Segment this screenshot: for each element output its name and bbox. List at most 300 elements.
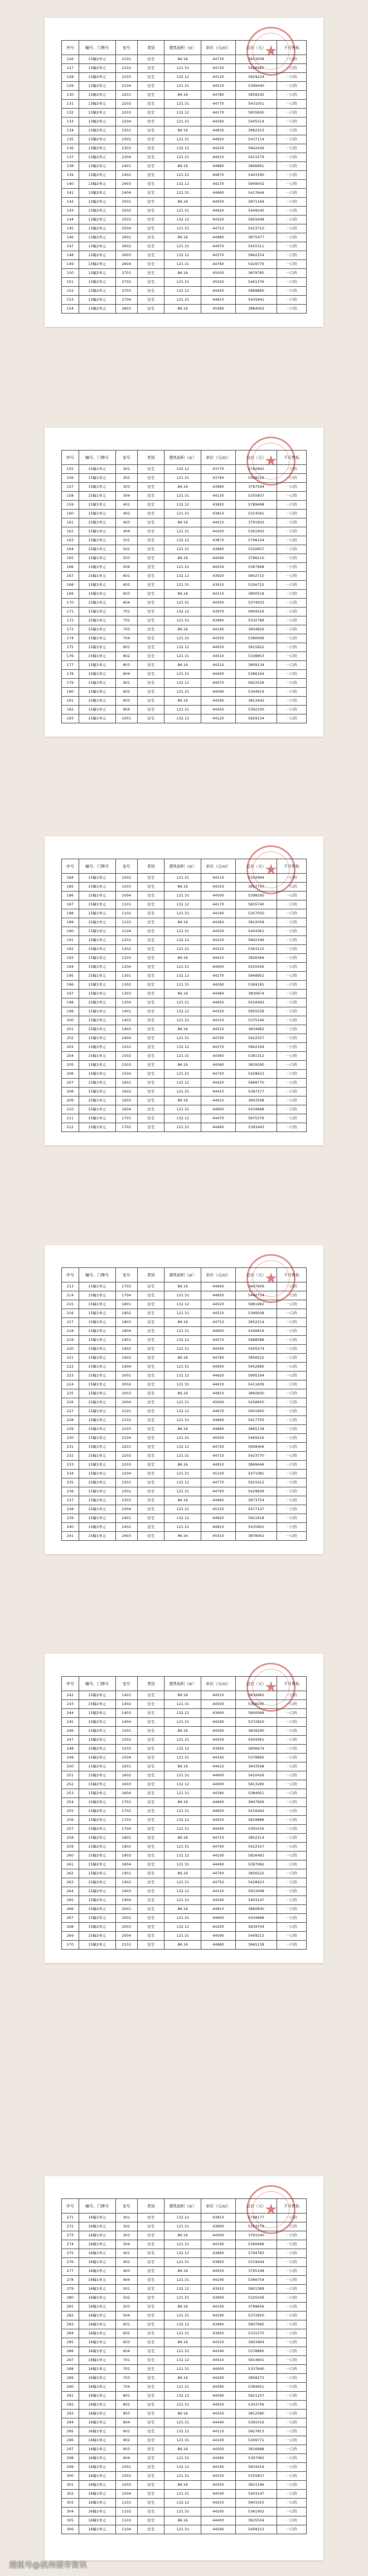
- table-row: [62, 2463, 307, 2472]
- cell-total: 5434688: [235, 1914, 277, 1923]
- cell-area: 121.31: [164, 998, 201, 1007]
- cell-building: 15幢1单元: [79, 1291, 115, 1300]
- cell-price: 44370: [201, 251, 235, 260]
- cell-building: 13幢2单元: [79, 171, 115, 180]
- cell-area: 86.16: [164, 990, 201, 998]
- cell-area: 132.12: [164, 1043, 201, 1052]
- cell-price: 43910: [201, 581, 235, 590]
- cell-no: 193: [62, 954, 79, 963]
- cell-area: 121.31: [164, 1363, 201, 1372]
- cell-note: 一口价: [277, 1700, 307, 1709]
- cell-room: 403: [115, 2267, 138, 2276]
- cell-price: 44200: [201, 2508, 235, 2516]
- column-header-price: 单价（元/㎡）: [201, 450, 235, 465]
- cell-note: 一口价: [277, 1291, 307, 1300]
- cell-area: 86.16: [164, 2231, 201, 2240]
- cell-note: 一口价: [277, 1896, 307, 1905]
- table-row: [62, 117, 307, 126]
- cell-room: 1004: [115, 2490, 138, 2499]
- cell-no: 165: [62, 554, 79, 563]
- cell-area: 121.31: [164, 1505, 201, 1514]
- cell-total: 5842436: [235, 144, 277, 153]
- cell-no: 260: [62, 1852, 79, 1860]
- cell-no: 277: [62, 2267, 79, 2276]
- cell-room: 901: [115, 2427, 138, 2436]
- cell-building: 15幢2单元: [79, 1807, 115, 1816]
- cell-price: 43960: [201, 2320, 235, 2329]
- table-row: [62, 536, 307, 545]
- cell-room: 803: [115, 661, 138, 670]
- cell-building: 15幢1单元: [79, 1532, 115, 1541]
- cell-note: 一口价: [277, 207, 307, 216]
- cell-note: 一口价: [277, 670, 307, 679]
- cell-room: 504: [115, 563, 138, 572]
- cell-no: 255: [62, 1807, 79, 1816]
- cell-area: 86.16: [164, 1762, 201, 1771]
- cell-room: 2801: [115, 305, 138, 314]
- cell-total: 3791040: [235, 2231, 277, 2240]
- cell-area: 86.16: [164, 2338, 201, 2347]
- cell-building: 15幢2单元: [79, 1825, 115, 1834]
- cell-area: 121.31: [164, 599, 201, 608]
- cell-building: 15幢2单元: [79, 1869, 115, 1878]
- cell-area: 86.16: [164, 918, 201, 927]
- cell-area: 121.31: [164, 2276, 201, 2285]
- cell-use: 住宅: [138, 2472, 164, 2481]
- cell-area: 121.31: [164, 153, 201, 162]
- table-row: [62, 616, 307, 625]
- cell-total: 5829224: [235, 73, 277, 82]
- cell-room: 1002: [115, 2472, 138, 2481]
- cell-note: 一口价: [277, 1754, 307, 1762]
- cell-price: 44150: [201, 2472, 235, 2481]
- cell-no: 191: [62, 936, 79, 945]
- cell-total: 3847906: [235, 1798, 277, 1807]
- cell-use: 住宅: [138, 2508, 164, 2516]
- table-row: [62, 171, 307, 180]
- cell-use: 住宅: [138, 189, 164, 198]
- table-row: [62, 1043, 307, 1052]
- cell-building: 16幢1单元: [79, 2401, 115, 2410]
- cell-price: 44560: [201, 117, 235, 126]
- cell-use: 住宅: [138, 554, 164, 563]
- cell-no: 158: [62, 492, 79, 501]
- cell-price: 44490: [201, 2454, 235, 2463]
- cell-note: 一口价: [277, 1514, 307, 1523]
- table-row: [62, 1052, 307, 1061]
- cell-price: 44120: [201, 714, 235, 723]
- cell-no: 169: [62, 590, 79, 599]
- cell-use: 住宅: [138, 287, 164, 296]
- column-header-building: 幢号、门牌号: [79, 1677, 115, 1691]
- price-sheet-2: [45, 428, 323, 737]
- column-header-total: 总价（元）: [235, 1677, 277, 1691]
- cell-price: 44320: [201, 1007, 235, 1016]
- cell-note: 一口价: [277, 242, 307, 251]
- cell-price: 45020: [201, 278, 235, 287]
- table-header-row: [62, 2199, 307, 2213]
- cell-total: 5392230: [235, 706, 277, 714]
- cell-building: 15幢2单元: [79, 1798, 115, 1807]
- table-row: [62, 2347, 307, 2356]
- cell-note: 一口价: [277, 2276, 307, 2285]
- cell-area: 121.31: [164, 1878, 201, 1887]
- cell-no: 256: [62, 1816, 79, 1825]
- cell-note: 一口价: [277, 2240, 307, 2249]
- cell-room: 2004: [115, 1932, 138, 1941]
- cell-building: 16幢1单元: [79, 2267, 115, 2276]
- cell-use: 住宅: [138, 2329, 164, 2338]
- cell-room: 404: [115, 527, 138, 536]
- table-row: [62, 510, 307, 518]
- cell-room: 1104: [115, 2525, 138, 2534]
- cell-note: 一口价: [277, 224, 307, 233]
- cell-building: 13幢2单元: [79, 82, 115, 91]
- cell-room: 2503: [115, 216, 138, 224]
- cell-room: 2202: [115, 1452, 138, 1461]
- table-row: [62, 260, 307, 269]
- cell-no: 175: [62, 643, 79, 652]
- cell-use: 住宅: [138, 1514, 164, 1523]
- cell-building: 15幢1单元: [79, 1309, 115, 1318]
- table-row: [62, 242, 307, 251]
- cell-price: 44290: [201, 2311, 235, 2320]
- cell-total: 5789498: [235, 501, 277, 510]
- cell-area: 86.16: [164, 1834, 201, 1843]
- cell-price: 44300: [201, 599, 235, 608]
- cell-room: 2104: [115, 82, 138, 91]
- cell-total: 5326722: [235, 581, 277, 590]
- cell-no: 201: [62, 1025, 79, 1034]
- cell-price: 43810: [201, 510, 235, 518]
- cell-use: 住宅: [138, 55, 164, 64]
- cell-room: 1901: [115, 1336, 138, 1345]
- cell-note: 一口价: [277, 2222, 307, 2231]
- table-row: [62, 2320, 307, 2329]
- cell-total: 3826366: [235, 954, 277, 963]
- cell-area: 121.31: [164, 1327, 201, 1336]
- cell-no: 250: [62, 1762, 79, 1771]
- cell-no: 173: [62, 625, 79, 634]
- cell-area: 132.12: [164, 1079, 201, 1088]
- cell-area: 132.12: [164, 1114, 201, 1123]
- cell-note: 一口价: [277, 171, 307, 180]
- cell-note: 一口价: [277, 135, 307, 144]
- cell-use: 住宅: [138, 2374, 164, 2383]
- cell-no: 244: [62, 1709, 79, 1718]
- cell-note: 一口价: [277, 1025, 307, 1034]
- cell-total: 5380099: [235, 634, 277, 643]
- cell-price: 44900: [201, 1327, 235, 1336]
- cell-price: 44170: [201, 109, 235, 117]
- cell-price: 44510: [201, 1309, 235, 1318]
- column-header-use: 类别: [138, 41, 164, 55]
- cell-room: 601: [115, 2320, 138, 2329]
- cell-building: 13幢2单元: [79, 55, 115, 64]
- cell-building: 16幢1单元: [79, 2231, 115, 2240]
- cell-room: 504: [115, 2311, 138, 2320]
- cell-no: 289: [62, 2374, 79, 2383]
- cell-total: 5895194: [235, 1372, 277, 1380]
- cell-use: 住宅: [138, 1896, 164, 1905]
- table-row: [62, 305, 307, 314]
- cell-building: 15幢1单元: [79, 1354, 115, 1363]
- cell-room: 1804: [115, 1327, 138, 1336]
- cell-room: 1401: [115, 1691, 138, 1700]
- cell-building: 15幢2单元: [79, 1834, 115, 1843]
- cell-price: 43810: [201, 2213, 235, 2222]
- cell-room: 1003: [115, 883, 138, 892]
- cell-use: 住宅: [138, 2525, 164, 2534]
- price-sheet-6: [45, 2176, 323, 2560]
- table-row: [62, 64, 307, 73]
- cell-price: 44620: [201, 1372, 235, 1380]
- cell-note: 一口价: [277, 1061, 307, 1070]
- cell-no: 287: [62, 2356, 79, 2365]
- cell-area: 132.12: [164, 2392, 201, 2401]
- cell-room: 1104: [115, 927, 138, 936]
- cell-building: 13幢2单元: [79, 73, 115, 82]
- table-row: [62, 1443, 307, 1452]
- cell-note: 一口价: [277, 2525, 307, 2534]
- cell-total: 5375246: [235, 1016, 277, 1025]
- cell-area: 121.31: [164, 1016, 201, 1025]
- cell-price: 43900: [201, 1709, 235, 1718]
- cell-price: 44710: [201, 1318, 235, 1327]
- table-row: [62, 945, 307, 954]
- cell-price: 44730: [201, 55, 235, 64]
- cell-price: 44550: [201, 927, 235, 936]
- cell-building: 15幢1单元: [79, 563, 115, 572]
- cell-area: 86.16: [164, 625, 201, 634]
- cell-total: 5888588: [235, 1336, 277, 1345]
- cell-area: 86.16: [164, 198, 201, 207]
- table-row: [62, 670, 307, 679]
- cell-room: 2702: [115, 278, 138, 287]
- cell-note: 一口价: [277, 1505, 307, 1514]
- cell-building: 15幢2单元: [79, 1932, 115, 1941]
- price-table: [61, 40, 307, 314]
- cell-no: 197: [62, 990, 79, 998]
- cell-total: 5313378: [235, 2222, 277, 2231]
- cell-use: 住宅: [138, 198, 164, 207]
- cell-room: 302: [115, 474, 138, 483]
- cell-note: 一口价: [277, 599, 307, 608]
- table-row: [62, 1327, 307, 1336]
- table-row: [62, 1834, 307, 1843]
- cell-room: 401: [115, 2249, 138, 2258]
- cell-use: 住宅: [138, 1798, 164, 1807]
- cell-building: 15幢2单元: [79, 1816, 115, 1825]
- cell-price: 43770: [201, 465, 235, 474]
- cell-building: 15幢2单元: [79, 1718, 115, 1727]
- cell-building: 15幢1单元: [79, 643, 115, 652]
- table-row: [62, 608, 307, 616]
- cell-total: 3822058: [235, 918, 277, 927]
- table-row: [62, 918, 307, 927]
- price-sheet-4: [45, 1245, 323, 1554]
- cell-total: 3803964: [235, 2338, 277, 2347]
- column-header-no: 序号: [62, 41, 79, 55]
- table-row: [62, 1852, 307, 1860]
- cell-room: 1403: [115, 1025, 138, 1034]
- cell-room: 1303: [115, 990, 138, 998]
- cell-total: 5399440: [235, 82, 277, 91]
- cell-note: 一口价: [277, 2410, 307, 2418]
- cell-building: 15幢2单元: [79, 1709, 115, 1718]
- cell-no: 215: [62, 1300, 79, 1309]
- cell-use: 住宅: [138, 1923, 164, 1932]
- cell-price: 44820: [201, 1514, 235, 1523]
- cell-use: 住宅: [138, 1434, 164, 1443]
- cell-no: 210: [62, 1105, 79, 1114]
- cell-room: 1601: [115, 1762, 138, 1771]
- cell-price: 43950: [201, 1745, 235, 1754]
- cell-no: 262: [62, 1869, 79, 1878]
- cell-note: 一口价: [277, 1434, 307, 1443]
- cell-building: 15幢1单元: [79, 1443, 115, 1452]
- cell-price: 44050: [201, 2401, 235, 2410]
- cell-room: 2401: [115, 1514, 138, 1523]
- cell-total: 5411579: [235, 153, 277, 162]
- cell-area: 86.16: [164, 1905, 201, 1914]
- cell-price: 44760: [201, 1354, 235, 1363]
- cell-price: 44010: [201, 518, 235, 527]
- cell-area: 132.12: [164, 2499, 201, 2508]
- cell-use: 住宅: [138, 1941, 164, 1950]
- official-seal-icon: ★: [246, 1254, 296, 1303]
- cell-total: 5369181: [235, 981, 277, 990]
- cell-building: 13幢2单元: [79, 144, 115, 153]
- cell-price: 43860: [201, 2249, 235, 2258]
- cell-total: 5372820: [235, 1718, 277, 1727]
- cell-use: 住宅: [138, 2258, 164, 2267]
- cell-price: 44150: [201, 1887, 235, 1896]
- cell-room: 901: [115, 679, 138, 688]
- cell-note: 一口价: [277, 545, 307, 554]
- cell-no: 162: [62, 527, 79, 536]
- table-row: [62, 2329, 307, 2338]
- cell-total: 5363115: [235, 945, 277, 954]
- cell-building: 15幢1单元: [79, 972, 115, 981]
- cell-area: 121.31: [164, 1291, 201, 1300]
- cell-no: 285: [62, 2338, 79, 2347]
- table-header-row: [62, 41, 307, 55]
- cell-total: 5826492: [235, 1852, 277, 1860]
- cell-building: 15幢1单元: [79, 679, 115, 688]
- cell-area: 132.12: [164, 679, 201, 688]
- cell-note: 一口价: [277, 954, 307, 963]
- cell-total: 5449245: [235, 207, 277, 216]
- cell-area: 121.31: [164, 242, 201, 251]
- cell-building: 15幢1单元: [79, 527, 115, 536]
- cell-area: 86.16: [164, 1354, 201, 1363]
- cell-room: 304: [115, 492, 138, 501]
- cell-use: 住宅: [138, 2267, 164, 2276]
- cell-price: 44010: [201, 652, 235, 661]
- cell-area: 86.16: [164, 1496, 201, 1505]
- cell-area: 121.31: [164, 224, 201, 233]
- cell-building: 15幢1单元: [79, 1052, 115, 1061]
- cell-room: 2101: [115, 55, 138, 64]
- table-row: [62, 688, 307, 697]
- cell-use: 住宅: [138, 661, 164, 670]
- cell-use: 住宅: [138, 563, 164, 572]
- cell-building: 15幢1单元: [79, 590, 115, 599]
- cell-area: 132.12: [164, 501, 201, 510]
- cell-no: 273: [62, 2231, 79, 2240]
- cell-use: 住宅: [138, 1496, 164, 1505]
- cell-price: 44560: [201, 1061, 235, 1070]
- cell-room: 2302: [115, 135, 138, 144]
- cell-no: 274: [62, 2240, 79, 2249]
- cell-use: 住宅: [138, 1345, 164, 1354]
- cell-building: 15幢1单元: [79, 1043, 115, 1052]
- cell-room: 1103: [115, 2516, 138, 2525]
- cell-note: 一口价: [277, 1718, 307, 1727]
- cell-use: 住宅: [138, 714, 164, 723]
- cell-area: 121.31: [164, 2294, 201, 2303]
- cell-price: 44560: [201, 1727, 235, 1736]
- cell-room: 1401: [115, 1007, 138, 1016]
- cell-price: 44610: [201, 1762, 235, 1771]
- cell-building: 15幢1单元: [79, 954, 115, 963]
- cell-note: 一口价: [277, 1318, 307, 1327]
- cell-price: 44760: [201, 1869, 235, 1878]
- cell-price: 44560: [201, 1345, 235, 1354]
- cell-area: 121.31: [164, 670, 201, 679]
- cell-room: 1702: [115, 1123, 138, 1132]
- cell-note: 一口价: [277, 1088, 307, 1096]
- table-row: [62, 465, 307, 474]
- cell-building: 15幢2单元: [79, 1789, 115, 1798]
- cell-room: 2201: [115, 1443, 138, 1452]
- cell-note: 一口价: [277, 1807, 307, 1816]
- cell-no: 242: [62, 1691, 79, 1700]
- cell-no: 183: [62, 714, 79, 723]
- cell-no: 149: [62, 260, 79, 269]
- cell-price: 43920: [201, 572, 235, 581]
- cell-no: 288: [62, 2365, 79, 2374]
- cell-room: 801: [115, 2392, 138, 2401]
- cell-total: 5835830: [235, 109, 277, 117]
- cell-use: 住宅: [138, 1291, 164, 1300]
- table-row: [62, 1452, 307, 1461]
- cell-price: 44810: [201, 296, 235, 305]
- cell-price: 44110: [201, 874, 235, 883]
- cell-building: 13幢2单元: [79, 126, 115, 135]
- cell-no: 161: [62, 518, 79, 527]
- cell-use: 住宅: [138, 1914, 164, 1923]
- table-row: [62, 1709, 307, 1718]
- cell-total: 5410426: [235, 963, 277, 972]
- cell-use: 住宅: [138, 990, 164, 998]
- cell-total: 3856522: [235, 1354, 277, 1363]
- cell-area: 132.12: [164, 1745, 201, 1754]
- cell-note: 一口价: [277, 2267, 307, 2276]
- cell-no: 186: [62, 892, 79, 900]
- cell-note: 一口价: [277, 572, 307, 581]
- cell-note: 一口价: [277, 1407, 307, 1416]
- table-row: [62, 900, 307, 909]
- cell-room: 902: [115, 688, 138, 697]
- table-row: [62, 563, 307, 572]
- cell-total: 5452885: [235, 1363, 277, 1372]
- cell-use: 住宅: [138, 1407, 164, 1416]
- cell-note: 一口价: [277, 1914, 307, 1923]
- cell-no: 251: [62, 1771, 79, 1780]
- cell-price: 44250: [201, 563, 235, 572]
